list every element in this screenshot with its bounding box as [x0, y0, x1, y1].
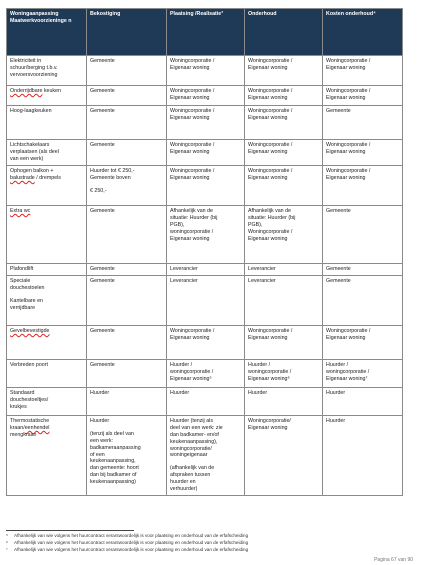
cell-voorziening — [7, 106, 87, 140]
header-kosten-onderhoud: Kosten onderhoud⁴ — [323, 9, 403, 56]
cell-line: Woningcorporatie / — [170, 88, 215, 94]
cell-plaatsing — [167, 166, 245, 206]
cell-line: Eigenaar woning⁵ — [170, 375, 212, 382]
header-onderhoud: Onderhoud — [245, 9, 323, 56]
cell-onderhoud — [245, 56, 323, 86]
footnote — [6, 547, 416, 554]
cell-line: Huurder — [326, 418, 346, 424]
cell-line: vervoersvoorziening — [10, 71, 58, 78]
cell-voorziening — [7, 56, 87, 86]
cell-kosten-onderhoud — [323, 416, 403, 496]
cell-bekostiging — [87, 326, 167, 360]
cell-plaatsing — [167, 140, 245, 166]
cell-line: Gemeente — [90, 88, 115, 94]
cell-bekostiging — [87, 416, 167, 496]
cell-line — [10, 208, 83, 215]
cell-plaatsing — [167, 106, 245, 140]
cell-line: Standaard — [10, 390, 35, 396]
cell-line: verrijdbare — [10, 304, 36, 311]
cell-line: Woningcorporatie / — [170, 58, 215, 64]
table-row — [7, 326, 403, 360]
cell-line: Woningcorporatie / — [170, 328, 215, 334]
cell-line: Gemeente — [326, 108, 351, 114]
cell-kosten-onderhoud — [323, 264, 403, 276]
cell-line: Eigenaar woning — [170, 94, 210, 101]
table-row — [7, 264, 403, 276]
cell-line: een werk: — [90, 437, 113, 444]
cell-line: Eigenaar woning — [170, 235, 210, 242]
cell-line: Eigenaar woning — [248, 174, 288, 181]
cell-line: Onderrijdbare keuken — [10, 88, 61, 94]
cell-voorziening — [7, 416, 87, 496]
cell-bekostiging — [87, 264, 167, 276]
footnote — [6, 533, 416, 540]
cell-line: Eigenaar woning — [248, 64, 288, 71]
cell-plaatsing — [167, 86, 245, 106]
document-page — [6, 8, 402, 496]
cell-line: woningcorporatie / — [170, 368, 214, 375]
cell-line: Woningcorporatie / — [248, 58, 293, 64]
cell-line: Plafondlift — [10, 266, 34, 272]
cell-line: verhuurder) — [170, 485, 198, 492]
cell-line: Leverancier — [170, 266, 198, 272]
cell-line: Thermostatische — [10, 418, 50, 424]
cell-line: Woningcorporatie / — [326, 168, 371, 174]
cell-voorziening — [7, 326, 87, 360]
cell-line: dan badkamer- en/of — [170, 431, 219, 438]
cell-line: Woningcorporatie / — [326, 88, 371, 94]
cell-line: Woningcorporatie / — [326, 328, 371, 334]
cell-line: Woningcorporatie / — [326, 58, 371, 64]
cell-line: situatie: Huurder (bij — [170, 214, 218, 221]
cell-line: Huurder / — [326, 362, 349, 368]
cell-line: situatie: Huurder (bij — [248, 214, 296, 221]
cell-bekostiging — [87, 206, 167, 264]
cell-line: Woningcorporatie / — [248, 142, 293, 148]
cell-line: Huurder — [90, 418, 110, 424]
footnote-text: Afhankelijk van wie volgens het huurcontract verantwoordelijk is voor plaatsing en onderhoud van de erfafscheiding — [14, 539, 249, 545]
cell-onderhoud — [245, 106, 323, 140]
table-row — [7, 388, 403, 416]
cell-bekostiging — [87, 360, 167, 388]
cell-line: Huurder — [170, 390, 190, 396]
cell-line: dan bij badkamer of — [90, 472, 137, 479]
cell-line: Woningcorporatie / — [248, 228, 293, 235]
cell-kosten-onderhoud — [323, 326, 403, 360]
cell-line: € 250,- — [90, 187, 107, 194]
cell-line: woningcorporatie/ — [170, 445, 212, 452]
cell-line: badkameraanpassing — [90, 444, 141, 451]
table-header-row — [7, 9, 403, 56]
cell-voorziening — [7, 276, 87, 326]
cell-line: Huurder — [90, 390, 110, 396]
table-row — [7, 166, 403, 206]
cell-plaatsing — [167, 56, 245, 86]
cell-line: verplaatsen (als deel — [10, 148, 59, 155]
cell-line: Eigenaar woning — [170, 64, 210, 71]
spellcheck-underline: Onderrijdbare — [10, 88, 43, 94]
cell-line: Gemeente — [90, 266, 115, 272]
cell-line: Leverancier — [248, 266, 276, 272]
cell-line: Woningcorporatie / — [170, 168, 215, 174]
cell-line: Gemeente — [90, 362, 115, 368]
cell-line: Huurder / — [248, 362, 271, 368]
cell-bekostiging — [87, 56, 167, 86]
cell-line: deel van een werk: zie — [170, 424, 223, 431]
footnote-mark: ⁷ — [6, 546, 8, 552]
cell-voorziening — [7, 360, 87, 388]
cell-line: woningcorporatie / — [326, 368, 370, 375]
table-row — [7, 206, 403, 264]
cell-line: Woningcorporatie / — [170, 108, 215, 114]
cell-line: Woningcorporatie / — [326, 142, 371, 148]
cell-bekostiging — [87, 86, 167, 106]
cell-line: Leverancier — [248, 278, 276, 284]
cell-line: Huurder — [248, 390, 268, 396]
cell-onderhoud — [245, 388, 323, 416]
spellcheck-underline: Gevelbevestigde — [10, 328, 50, 334]
page-number: Pagina 67 van 90 — [374, 557, 413, 563]
cell-line: Gemeente — [90, 328, 115, 334]
cell-kosten-onderhoud — [323, 276, 403, 326]
table-row — [7, 140, 403, 166]
table-row — [7, 276, 403, 326]
cell-plaatsing — [167, 416, 245, 496]
cell-line: keukenaanpassing) — [90, 479, 136, 485]
cell-line: Woningcorporatie / — [248, 328, 293, 334]
cell-line: PGB), — [248, 221, 263, 228]
cell-line: Eigenaar woning — [248, 94, 288, 101]
cell-line — [10, 328, 83, 335]
cell-bekostiging — [87, 140, 167, 166]
cell-line: Eigenaar woning⁶ — [248, 375, 290, 382]
cell-onderhoud — [245, 264, 323, 276]
footnote-mark: ⁵ — [6, 533, 8, 538]
cell-line: Gemeente — [90, 58, 115, 64]
cell-line: Huurder / — [170, 362, 193, 368]
cell-line: Eigenaar woning — [248, 235, 288, 242]
cell-line: Afhankelijk van de — [170, 208, 213, 214]
cell-line: woningeigenaar — [170, 452, 208, 459]
cell-line: Gemeente — [90, 278, 115, 284]
cell-line: Eigenaar woning — [170, 114, 210, 121]
cell-line: Gemeente — [90, 142, 115, 148]
spellcheck-underline: balustrade — [10, 174, 35, 181]
cell-onderhoud — [245, 326, 323, 360]
cell-kosten-onderhoud — [323, 140, 403, 166]
cell-line: kraan/eenhendel — [10, 424, 50, 431]
cell-line: schuur/berging t.b.v. — [10, 64, 58, 71]
cell-kosten-onderhoud — [323, 206, 403, 264]
cell-line: Ophogen balkon + — [10, 168, 54, 174]
cell-onderhoud — [245, 416, 323, 496]
cell-line: van een werk) — [10, 155, 44, 162]
cell-line: Speciale — [10, 278, 31, 284]
cell-line: krukjes — [10, 403, 27, 410]
cell-line: balustrade / drempels — [10, 174, 61, 181]
cell-line: Eigenaar woning — [248, 148, 288, 155]
cell-line: Woningcorporatie / — [248, 88, 293, 94]
cell-line: Woningcorporatie / — [248, 168, 293, 174]
cell-line: keukenaanpassing, — [90, 458, 136, 465]
cell-bekostiging — [87, 276, 167, 326]
cell-line: woningcorporatie / — [248, 368, 292, 375]
cell-line: Eigenaar woning — [248, 424, 288, 431]
cell-line: Woningcorporatie/ — [248, 418, 291, 424]
cell-line: Verbreden poort — [10, 362, 48, 368]
cell-voorziening — [7, 86, 87, 106]
cell-line: Kantelbare en — [10, 297, 43, 304]
table-row — [7, 106, 403, 140]
table-row — [7, 416, 403, 496]
cell-line: Gemeente — [326, 278, 351, 284]
cell-voorziening — [7, 140, 87, 166]
cell-line: Eigenaar woning — [170, 174, 210, 181]
cell-line: keukenaanpassing), — [170, 438, 218, 445]
footnote-mark: ⁶ — [6, 539, 8, 545]
cell-line: douchestoelen — [10, 284, 45, 291]
cell-kosten-onderhoud — [323, 360, 403, 388]
cell-bekostiging — [87, 388, 167, 416]
cell-line: Eigenaar woning — [326, 148, 366, 155]
table-body — [7, 56, 403, 496]
cell-line: afspraken tussen — [170, 472, 211, 479]
cell-line: dan gemeente: hoort — [90, 465, 139, 472]
cell-line: Huurder tot € 250,- — [90, 168, 135, 174]
cell-line: Eigenaar woning — [326, 94, 366, 101]
cell-line: woningcorporatie / — [170, 228, 214, 235]
cell-voorziening — [7, 206, 87, 264]
spellcheck-underline: Extra wc — [10, 208, 31, 214]
cell-line: Woningcorporatie / — [248, 108, 293, 114]
cell-line: Gemeente — [326, 208, 351, 214]
voorzieningen-table — [6, 8, 403, 496]
cell-line: Afhankelijk van de — [248, 208, 291, 214]
cell-plaatsing — [167, 388, 245, 416]
cell-bekostiging — [87, 106, 167, 140]
cell-line: Leverancier — [170, 278, 198, 284]
cell-line: Eigenaar woning — [170, 334, 210, 341]
cell-kosten-onderhoud — [323, 388, 403, 416]
cell-kosten-onderhoud — [323, 56, 403, 86]
cell-line: Eigenaar woning — [248, 114, 288, 121]
header-plaatsing-realisatie: Plaatsing /Realisatie³ — [167, 9, 245, 56]
cell-kosten-onderhoud — [323, 86, 403, 106]
cell-line: (afhankelijk van de — [170, 465, 215, 472]
header-woningaanpassing: Woningaanpassing Maatwerkvoorzieninge n — [7, 9, 87, 56]
cell-kosten-onderhoud — [323, 106, 403, 140]
cell-line: Eigenaar woning — [326, 174, 366, 181]
cell-line: Woningcorporatie / — [170, 142, 215, 148]
cell-line: Gemeente boven — [90, 174, 131, 181]
cell-plaatsing — [167, 264, 245, 276]
cell-plaatsing — [167, 276, 245, 326]
cell-kosten-onderhoud — [323, 166, 403, 206]
cell-line: douchestoeltjes/ — [10, 396, 49, 403]
cell-voorziening — [7, 264, 87, 276]
cell-onderhoud — [245, 360, 323, 388]
cell-line: Gemeente — [90, 108, 115, 114]
cell-line: Eigenaar woning⁷ — [326, 375, 368, 382]
cell-plaatsing — [167, 206, 245, 264]
footnote-text: Afhankelijk van wie volgens het huurcontract verantwoordelijk is voor plaatsing en onderhoud van de erfafscheiding — [14, 546, 249, 552]
cell-line: Elektriciteit in — [10, 58, 42, 64]
table-row — [7, 360, 403, 388]
cell-onderhoud — [245, 276, 323, 326]
footnote-text: Afhankelijk van wie volgens het huurcontract verantwoordelijk is voor plaatsing en onderhoud van de erfafscheiding — [14, 533, 249, 538]
cell-voorziening — [7, 166, 87, 206]
cell-onderhoud — [245, 166, 323, 206]
cell-onderhoud — [245, 206, 323, 264]
cell-line: Gemeente — [90, 208, 115, 214]
header-bekostiging: Bekostiging — [87, 9, 167, 56]
cell-plaatsing — [167, 360, 245, 388]
cell-line: Huurder — [326, 390, 346, 396]
table-row — [7, 56, 403, 86]
cell-line: PGB), — [170, 221, 185, 228]
spellcheck-underline: eenhendel — [24, 424, 50, 431]
footnote-separator — [6, 530, 134, 531]
cell-line: Huurder (tenzij als — [170, 418, 213, 424]
cell-line: Eigenaar woning — [326, 64, 366, 71]
cell-line: Eigenaar woning — [248, 334, 288, 341]
cell-line: (tenzij als deel van — [90, 430, 134, 437]
cell-line: of een — [90, 451, 105, 458]
cell-line: Eigenaar woning — [170, 148, 210, 155]
footnotes — [6, 533, 416, 554]
cell-line: Gemeente — [326, 266, 351, 272]
cell-voorziening — [7, 388, 87, 416]
footnote — [6, 540, 416, 547]
table-row — [7, 86, 403, 106]
cell-line: huurder en — [170, 479, 196, 485]
cell-onderhoud — [245, 140, 323, 166]
cell-plaatsing — [167, 326, 245, 360]
cell-onderhoud — [245, 86, 323, 106]
cell-line: Lichtschakelaars — [10, 142, 50, 148]
cell-line: Hoog-laagkeuken — [10, 108, 52, 114]
cell-line: Eigenaar woning — [326, 334, 366, 341]
cell-bekostiging — [87, 166, 167, 206]
cell-line: mengkraan — [10, 431, 37, 438]
